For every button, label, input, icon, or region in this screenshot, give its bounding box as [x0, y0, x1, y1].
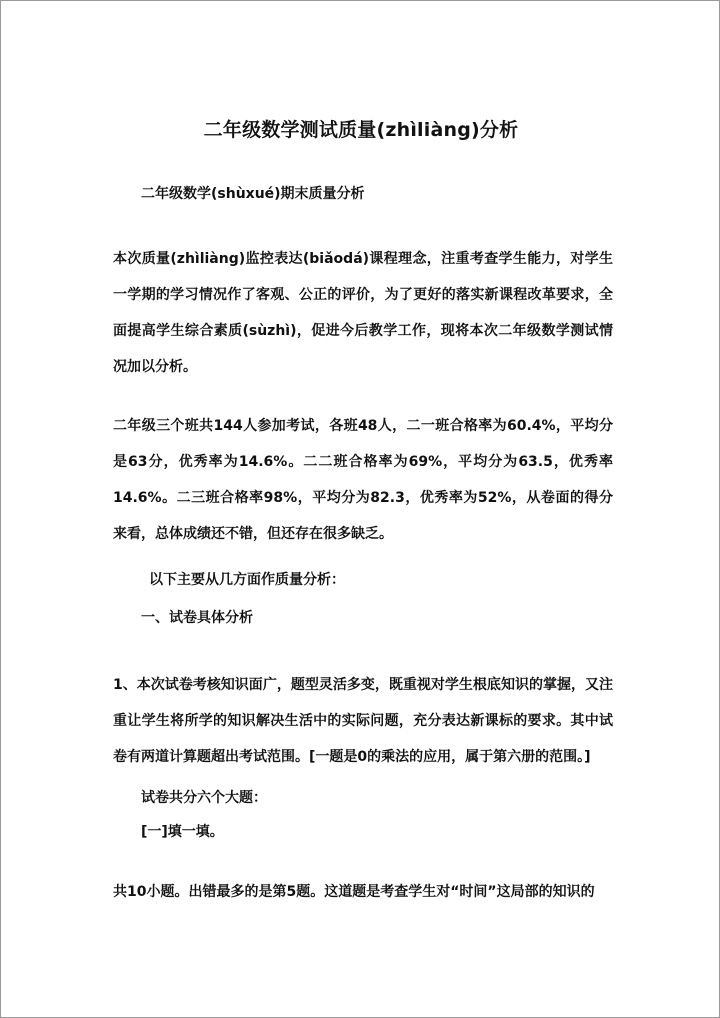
- section-heading: 一、试卷具体分析: [141, 610, 253, 626]
- document-subtitle: 二年级数学(shùxué)期末质量分析: [141, 186, 365, 202]
- intro-paragraph: 本次质量(zhìliàng)监控表达(biǎodá)课程理念，注重考查学生能力，对学生一学期的学习情况作了客观、公正的评价，为了更好的落实新课程改革要求，全面提高学生综合素质(sùzhì)，促进今后教学工作，现将本次二年级数学测试情况加以分析。: [113, 251, 613, 375]
- document-title: 二年级数学测试质量(zhìliàng)分析: [203, 119, 519, 141]
- part-one-heading: [一]填一填。: [141, 824, 224, 840]
- lead-in-line: 以下主要从几方面作质量分析：: [149, 572, 345, 588]
- part-one-detail-paragraph: 共10小题。出错最多的是第5题。这道题是考查学生对“时间”这局部的知识的: [113, 884, 595, 900]
- point-one-paragraph: 1、本次试卷考核知识面广，题型灵活多变，既重视对学生根底知识的掌握，又注重让学生将所学的知识解决生活中的实际问题，充分表达新课标的要求。其中试卷有两道计算题超出考试范围。[一题是0的乘法的应用，属于第六册的范围。]: [113, 677, 613, 765]
- stats-paragraph: 二年级三个班共144人参加考试，各班48人，二一班合格率为60.4%，平均分是63分，优秀率为14.6%。二二班合格率为69%，平均分为63.5，优秀率14.6%。二三班合格率98%，平均分为82.3，优秀率为52%，从卷面的得分来看，总体成绩还不错，但还存在很多缺乏。: [113, 418, 613, 542]
- structure-line: 试卷共分六个大题：: [141, 790, 267, 806]
